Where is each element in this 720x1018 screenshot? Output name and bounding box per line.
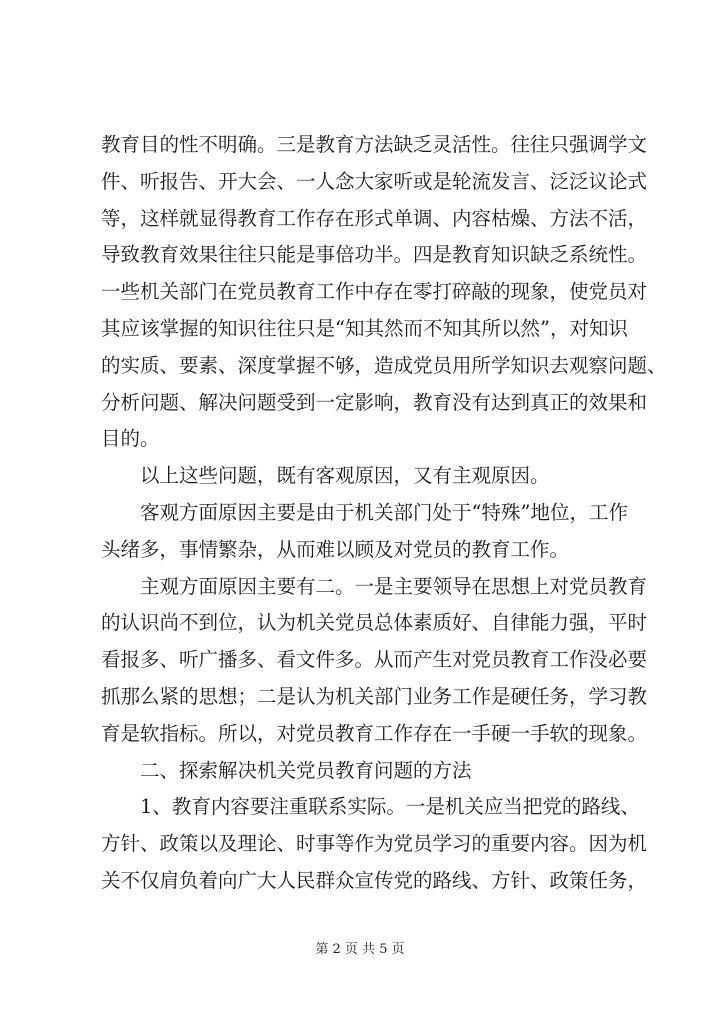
text-line: 头绪多，事情繁杂，从而难以顾及对党员的教育工作。 [101, 537, 570, 561]
text-line: 客观方面原因主要是由于机关部门处于“特殊”地位，工作 [101, 500, 628, 524]
text-line: 方针、政策以及理论、时事等作为党员学习的重要内容。因为机 [101, 832, 648, 856]
text-line: 的实质、要素、深度掌握不够，造成党员用所学知识去观察问题、 [101, 353, 667, 377]
text-line: 二、探索解决机关党员教育问题的方法 [101, 758, 472, 782]
text-line: 导致教育效果往往只能是事倍功半。四是教育知识缺乏系统性。 [101, 243, 648, 267]
text-line: 的认识尚不到位，认为机关党员总体素质好、自律能力强，平时 [101, 611, 648, 635]
text-line: 其应该掌握的知识往往只是“知其然而不知其所以然”，对知识 [101, 316, 628, 340]
text-line: 等，这样就显得教育工作存在形式单调、内容枯燥、方法不活， [101, 206, 648, 230]
text-line: 目的。 [101, 427, 160, 451]
text-line: 一些机关部门在党员教育工作中存在零打碎敲的现象，使党员对 [101, 280, 648, 304]
text-line: 看报多、听广播多、看文件多。从而产生对党员教育工作没必要 [101, 648, 648, 672]
text-line: 关不仅肩负着向广大人民群众宣传党的路线、方针、政策任务， [101, 868, 648, 892]
text-line: 以上这些问题，既有客观原因，又有主观原因。 [101, 464, 550, 488]
page-number-footer: 第 2 页 共 5 页 [315, 942, 405, 957]
text-line: 育是软指标。所以，对党员教育工作存在一手硬一手软的现象。 [101, 721, 648, 745]
text-line: 抓那么紧的思想；二是认为机关部门业务工作是硬任务，学习教 [101, 684, 648, 708]
text-line: 分析问题、解决问题受到一定影响，教育没有达到真正的效果和 [101, 390, 648, 414]
text-line: 件、听报告、开大会、一人念大家听或是轮流发言、泛泛议论式 [101, 169, 648, 193]
text-line: 教育目的性不明确。三是教育方法缺乏灵活性。往往只强调学文 [101, 133, 648, 156]
text-line: 1、教育内容要注重联系实际。一是机关应当把党的路线、 [101, 795, 640, 819]
body-text [101, 127, 667, 900]
text-line: 主观方面原因主要有二。一是主要领导在思想上对党员教育 [101, 574, 648, 598]
